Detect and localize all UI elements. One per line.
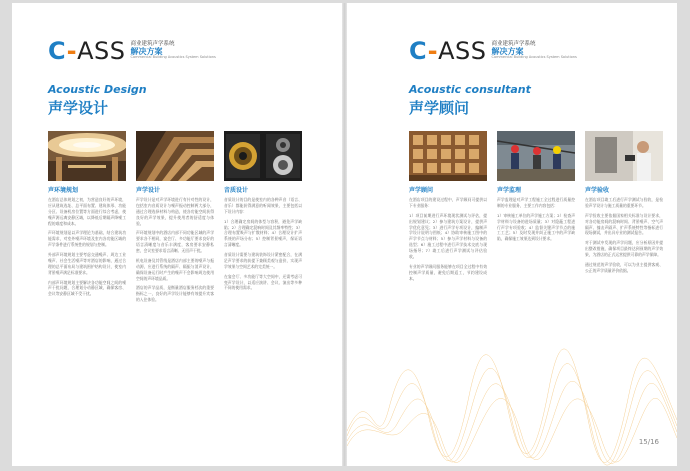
paragraph: 1）项目前期进行声环境现状测试与评估，提出规划建议；2）参与建筑方案设计，提供声学优化意见；3）进行声学专项设计，编制声学设计说明与图纸；4）协助审核施工图中的声学节点与材料；5）参与声学材料与设备的选型；6）施工过程中进行声学技术交底与现场指导；7）竣工后进行声学测试与评估验收。 [409, 212, 487, 259]
paragraph: 声学设计是对声学环境进行有针对性的设计，包括室内音质设计与噪声振动控制两大部分，通过合理选择材料与构造，使各功能空间获得良好的声学效果，提升使用者的舒适度与体验。 [136, 197, 214, 226]
logo-text [492, 42, 577, 60]
paragraph: 外部声环境规划主要考虑交通噪声、周边工业噪声、社会生活噪声等对酒店的影响，通过合理的总平面布局与建筑围护结构设计，使室内背景噪声满足标准要求。 [48, 252, 126, 275]
column-acoustic-acceptance [585, 185, 663, 285]
logo-line1: 商业建筑声学系统 [491, 41, 536, 48]
paragraph: 音质设计需要与建筑装饰设计紧密配合，在满足声学要求的前提下兼顾美观与造价，实现声学效果与空间艺术的完美统一。 [224, 252, 302, 269]
acoustic-panel-photo [136, 131, 214, 181]
logo [409, 39, 577, 63]
speakers-photo [224, 131, 302, 181]
waveform-decoration [347, 346, 677, 466]
content-columns [48, 185, 302, 307]
paragraph: 声环境规划中的酒店内部不同功能区域的声学要求各不相同，宴会厅、多功能厅要求良好的语言清晰度与音乐丰满度，客房要求安静私密，会议室要求语言清晰、无回声干扰。 [136, 230, 214, 253]
paragraph: 在酒店项目的建设过程中，声学顾问可提供以下专业服务： [409, 197, 487, 208]
paragraph: 对于测试中发现的声学问题，应分析原因并提出整改措施，确保项目最终达到预期的声学效果，为酒店的正式运营提供可靠的声学保障。 [585, 240, 663, 257]
logo-mark [409, 39, 487, 63]
paragraph: 专业的声学顾问服务能够在项目全过程中有效控制声学质量，避免后期返工，节约建设成本。 [409, 263, 487, 281]
column-sound-quality-design [224, 185, 302, 307]
column-heading: 声学设计 [136, 187, 161, 194]
paragraph: 1）合理确定房间的体型与容积，避免声学缺陷；2）合理确定混响时间及其频率特性；3）合理布置吸声与扩散材料；4）合理设计扩声系统的声场分布；5）控制背景噪声，保证语言清晰度。 [224, 218, 302, 248]
ceiling-photo [48, 131, 126, 181]
paragraph: 1）审核施工单位的声学施工方案；2）检查声学材料与设备的进场质量；3）对隐蔽工程进行声学专项验收；4）监督关键声学节点的施工工艺；5）及时发现并纠正施工中的声学缺陷，确保施工效果达到设计要求。 [497, 212, 575, 242]
section-title-cn: 声学设计 [48, 99, 109, 117]
logo-text [131, 42, 216, 60]
page-number: 15/16 [638, 438, 659, 446]
column-heading: 声学顾问 [409, 187, 434, 194]
column-heading: 音质设计 [224, 187, 249, 194]
measurement-photo [585, 131, 663, 181]
column-acoustic-supervision [497, 185, 575, 285]
logo-c: C [409, 37, 428, 65]
column-acoustic-consultant [409, 185, 487, 285]
content-columns [409, 185, 663, 285]
paragraph: 声环境规划是以声学理论为基础，结合建筑功能需求，对室外噪声环境及室内各功能区域的声学条件进行系统性的规划与控制。 [48, 230, 126, 248]
photo-strip [48, 131, 302, 181]
paragraph: 音质设计的目的是使室内的各种声音（语言、音乐）都能获得满意的听闻效果，主要包括以下设计内容： [224, 197, 302, 214]
paragraph: 声学监理是对声学工程施工全过程进行质量控制的专业服务，主要工作内容包括： [497, 197, 575, 208]
paragraph: 通过规范的声学验收，可以为业主提供客观、公正的声学质量评价依据。 [585, 261, 663, 273]
column-heading: 声学验收 [585, 187, 610, 194]
right-page [347, 3, 677, 466]
logo-ass: ASS [77, 37, 126, 65]
logo-line1: 商业建筑声学系统 [130, 41, 175, 48]
logo-dash: - [66, 37, 78, 65]
logo-dash: - [427, 37, 439, 65]
logo [48, 39, 216, 63]
construction-workers-photo [497, 131, 575, 181]
paragraph: 机电设备及其管线是酒店内部主要的噪声与振动源，应进行系统的隔声、隔振与消声设计，确保设备运行时产生的噪声不会影响周边使用空间的声环境品质。 [136, 257, 214, 281]
paragraph: 在酒店项目竣工后进行声学测试与验收，是检验声学设计与施工质量的重要环节。 [585, 197, 663, 208]
logo-line3: Commercial Building Acoustics System Solutions [491, 55, 577, 60]
column-acoustic-design [136, 185, 214, 307]
paragraph: 在酒店总体规划之初，为营造良好的声环境，应从建筑选址、总平面布置、建筑体形、功能分区、设备机房位置等方面进行综合考虑，使噪声源远离安静区域，以降低后期隔声降噪工程的难度和成本。 [48, 197, 126, 226]
logo-line2: 解决方案 [130, 46, 163, 56]
section-title-cn: 声学顾问 [409, 99, 470, 117]
logo-mark [48, 39, 126, 63]
paragraph: 在宴会厅、多功能厅等大空间中，还需考虑可变声学设计，以适应演讲、会议、演出等多种不同的使用需求。 [224, 273, 302, 291]
logo-line2: 解决方案 [491, 46, 524, 56]
paragraph: 内部声环境规划主要解决各功能空间之间的噪声干扰问题，合理划分动静区域，确保客房、会议等安静区域不受干扰。 [48, 279, 126, 297]
wood-wall-photo [409, 131, 487, 181]
left-page [12, 3, 342, 466]
photo-strip [409, 131, 663, 181]
paragraph: 酒店的声学品质，是衡量酒店服务档次的重要指标之一，良好的声学设计能够有效提升宾客的入住体验。 [136, 285, 214, 303]
paragraph: 声学验收主要依据国家相关标准与设计要求，对各功能房间的混响时间、背景噪声、空气声隔声、撞击声隔声、扩声系统特性等指标进行现场测试，并出具专业的测试报告。 [585, 212, 663, 236]
section-title-en: Acoustic consultant [409, 83, 531, 96]
logo-line3: Commercial Building Acoustics System Solutions [130, 55, 216, 60]
logo-c: C [48, 37, 67, 65]
column-heading: 声学监理 [497, 187, 522, 194]
section-title-en: Acoustic Design [48, 83, 147, 96]
column-environment-planning [48, 185, 126, 307]
column-heading: 声环境规划 [48, 187, 79, 194]
logo-ass: ASS [438, 37, 487, 65]
